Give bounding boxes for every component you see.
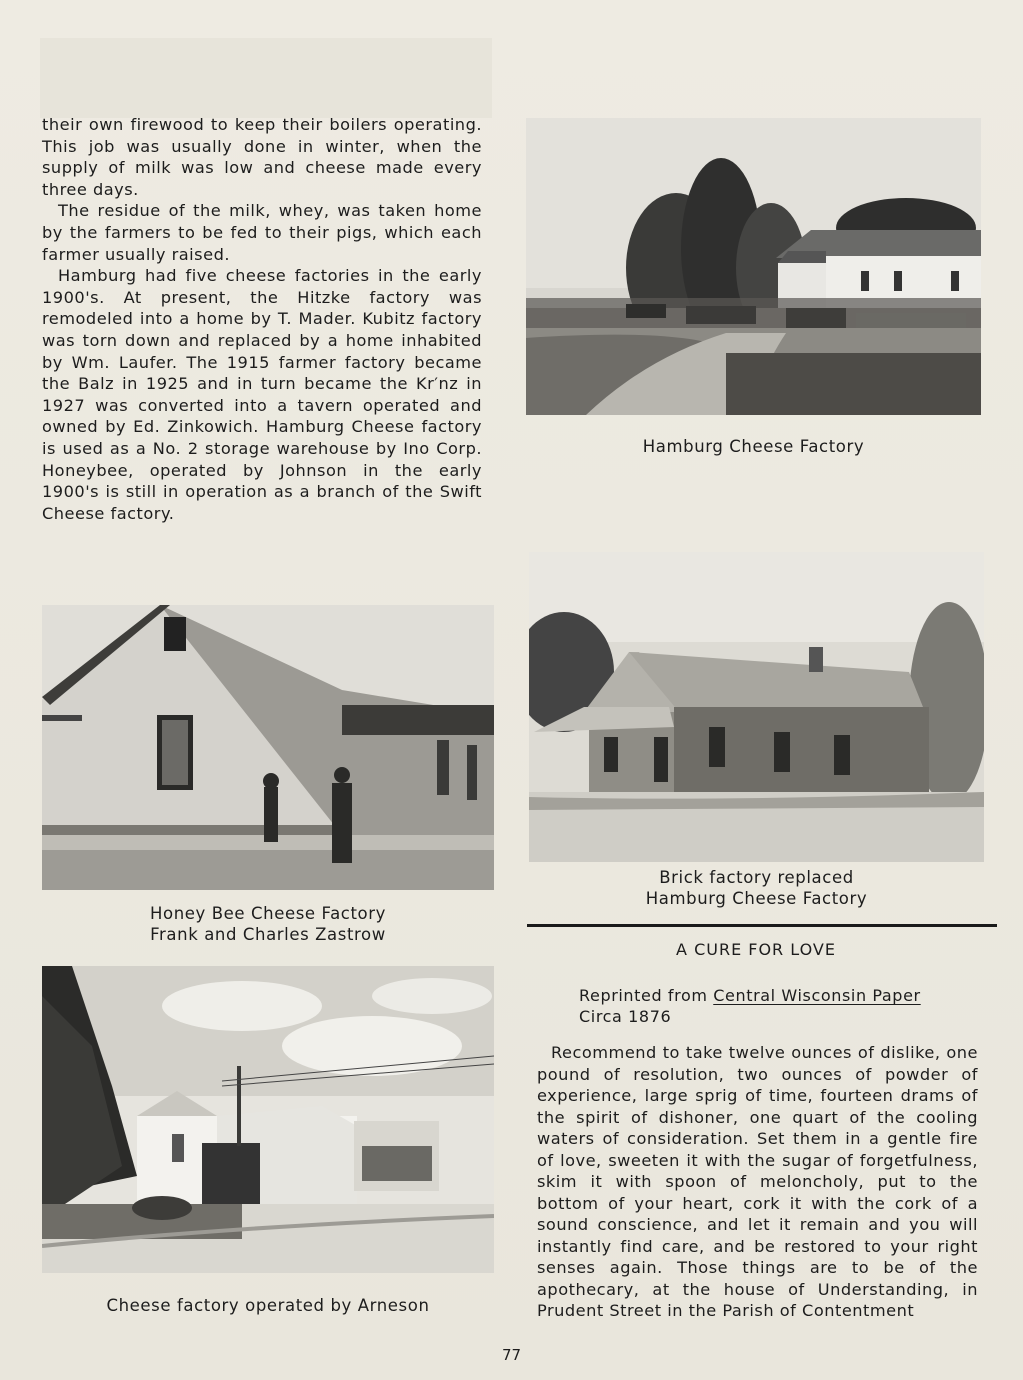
honeybee-caption	[42, 903, 494, 945]
section-divider	[527, 924, 997, 927]
reprint-note	[579, 985, 979, 1027]
intro-paragraph-1: their own firewood to keep their boilers operating. This job was usually done in winter, when the supply of milk was low and cheese made every three days.	[42, 115, 482, 199]
brick-caption	[529, 867, 984, 909]
reprint-prefix: Reprinted from	[579, 986, 714, 1005]
honeybee-caption-line-2: Frank and Charles Zastrow	[150, 925, 386, 944]
page-shade	[40, 38, 492, 118]
hamburg-factory-photo	[526, 118, 981, 415]
brick-factory-photo	[529, 552, 984, 862]
intro-paragraph-3: Hamburg had five cheese factories in the early 1900's. At present, the Hitzke factory was remodeled into a home by T. Mader. Kubitz factory was torn down and replaced by a home inhabited by Wm. Laufer. The 1915 farmer factory became the Balz in 1925 and in turn became the Kr′nz in 1927 was converted into a tavern operated and owned by Ed. Zinkowich. Hamburg Cheese factory is used as a No. 2 storage warehouse by Ino Corp. Honeybee, operated by Johnson in the early 1900's is still in operation as a branch of the Swift Cheese factory.	[42, 266, 482, 523]
reprint-source: Central Wisconsin Paper	[713, 986, 921, 1005]
brick-caption-line-1: Brick factory replaced	[659, 868, 854, 887]
brick-caption-line-2: Hamburg Cheese Factory	[645, 889, 868, 908]
intro-paragraph-2: The residue of the milk, whey, was taken home by the farmers to be fed to their pigs, which each farmer usually raised.	[42, 201, 482, 264]
reprint-circa: Circa 1876	[579, 1007, 672, 1026]
arneson-factory-photo	[42, 966, 494, 1273]
honeybee-caption-line-1: Honey Bee Cheese Factory	[150, 904, 386, 923]
arneson-caption: Cheese factory operated by Arneson	[106, 1296, 430, 1315]
honeybee-factory-photo	[42, 605, 494, 890]
cure-body	[537, 1042, 978, 1322]
reprint-source-line	[579, 985, 979, 1006]
page-number: 77	[501, 1346, 522, 1364]
hamburg-caption: Hamburg Cheese Factory	[642, 437, 865, 456]
intro-article	[42, 114, 482, 524]
cure-title: A CURE FOR LOVE	[676, 940, 836, 959]
cure-body-text: Recommend to take twelve ounces of dislike, one pound of resolution, two ounces of powder of experience, large sprig of time, fourteen drams of the spirit of dishoner, one quart of the cooling waters of consideration. Set them in a gentle fire of love, sweeten it with the sugar of forgetfulness, skim it with spoon of meloncholy, put to the bottom of your heart, cork it with the cork of a sound conscience, and let it remain and you will instantly find care, and be restored to your right senses again. Those things are to be of the apothecary, at the house of Understanding, in Prudent Street in the Parish of Contentment	[537, 1043, 978, 1320]
